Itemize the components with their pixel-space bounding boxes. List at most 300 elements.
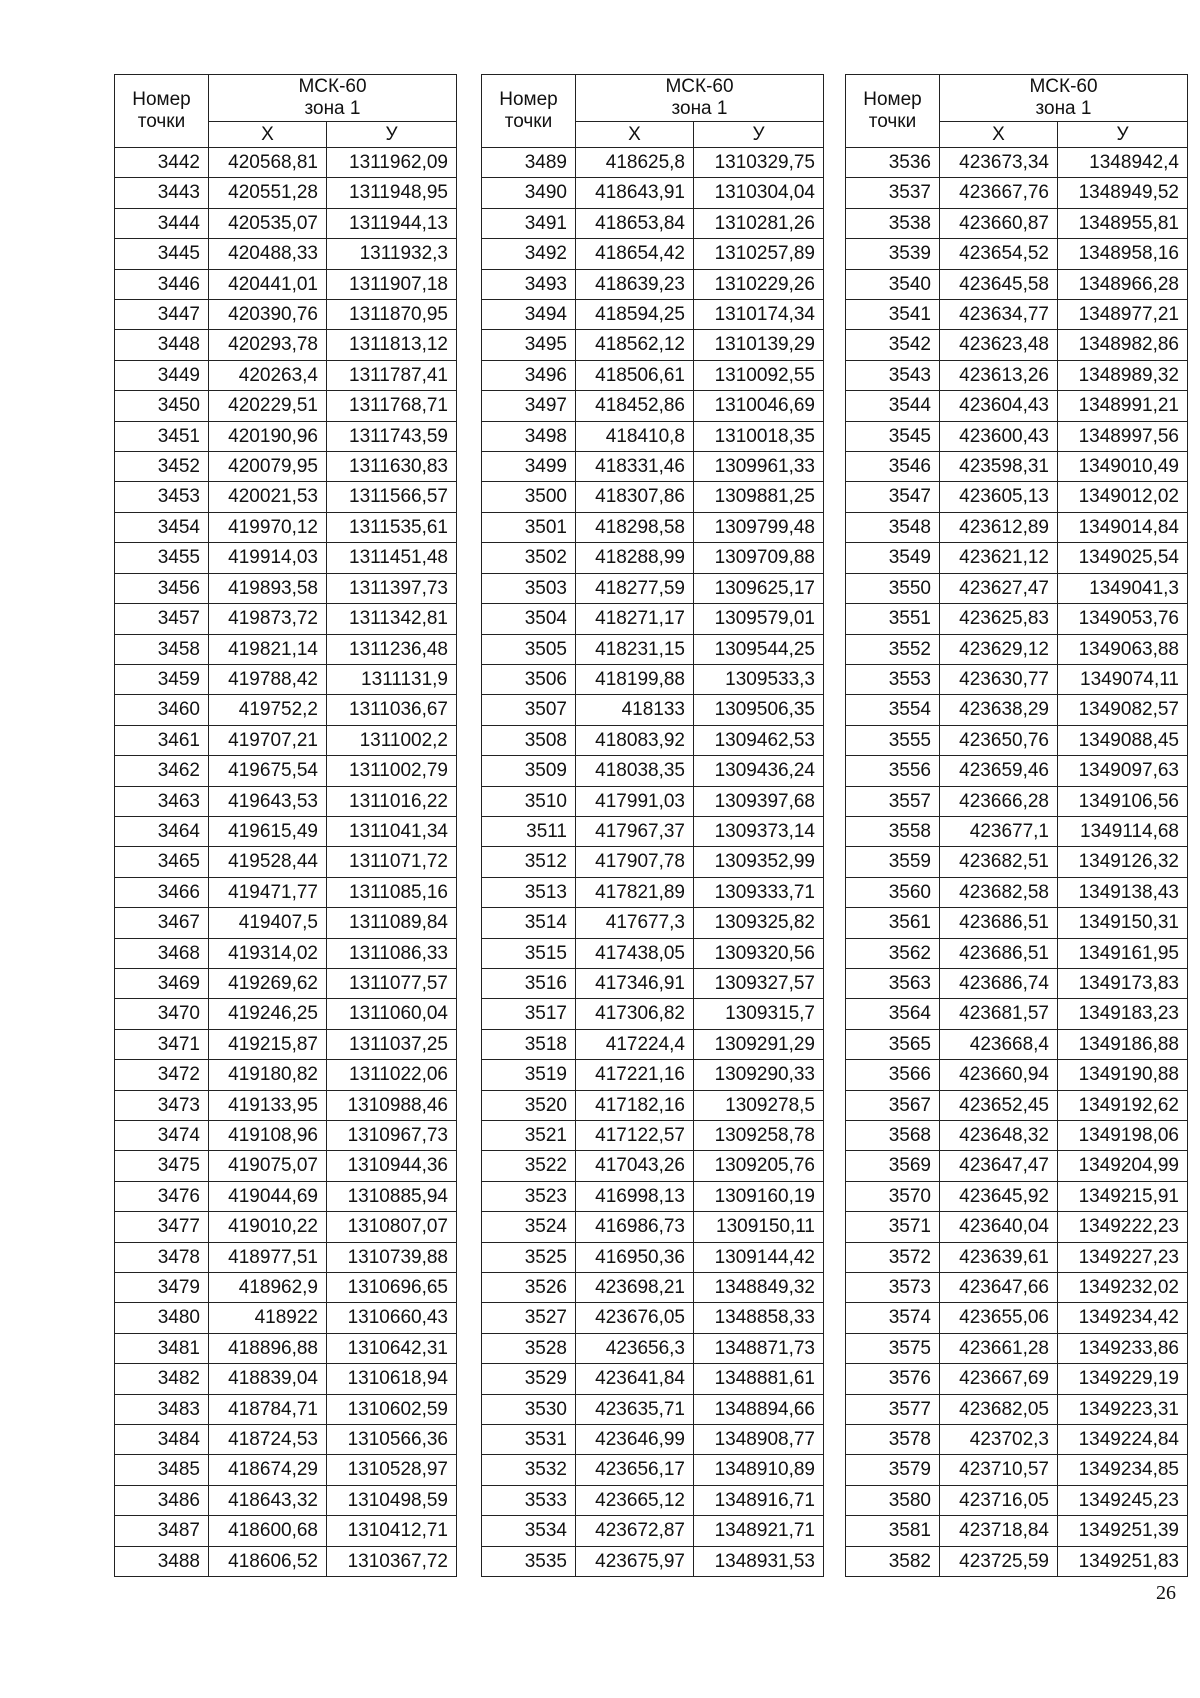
point-number-cell: 3540 (846, 269, 940, 299)
x-coordinate-cell: 423645,92 (940, 1181, 1058, 1211)
x-coordinate-cell: 423635,71 (576, 1394, 694, 1424)
x-column-header: Х (940, 122, 1058, 148)
point-number-cell: 3453 (115, 482, 209, 512)
point-number-cell: 3481 (115, 1333, 209, 1363)
table-row (115, 1151, 457, 1181)
x-coordinate-cell: 418594,25 (576, 300, 694, 330)
y-coordinate-cell: 1309352,99 (694, 847, 824, 877)
point-number-cell: 3565 (846, 1029, 940, 1059)
y-coordinate-cell: 1348908,77 (694, 1425, 824, 1455)
y-coordinate-cell: 1349251,83 (1058, 1546, 1188, 1576)
table-row (115, 938, 457, 968)
x-coordinate-cell: 419970,12 (209, 512, 327, 542)
table-row (846, 330, 1188, 360)
x-coordinate-cell: 417677,3 (576, 908, 694, 938)
y-coordinate-cell: 1311002,79 (327, 756, 457, 786)
point-number-cell: 3554 (846, 695, 940, 725)
x-coordinate-cell: 419788,42 (209, 664, 327, 694)
page-number: 26 (1156, 1582, 1176, 1604)
table-row (115, 725, 457, 755)
x-coordinate-cell: 423698,21 (576, 1273, 694, 1303)
table-row (115, 148, 457, 178)
x-coordinate-cell: 423654,52 (940, 239, 1058, 269)
y-coordinate-cell: 1309799,48 (694, 512, 824, 542)
x-column-header: Х (209, 122, 327, 148)
point-number-cell: 3450 (115, 391, 209, 421)
coordinate-system-header: МСК-60 зона 1 (209, 75, 457, 122)
table-row (846, 1546, 1188, 1576)
x-coordinate-cell: 419407,5 (209, 908, 327, 938)
y-coordinate-cell: 1310660,43 (327, 1303, 457, 1333)
point-number-cell: 3543 (846, 360, 940, 390)
y-coordinate-cell: 1349014,84 (1058, 512, 1188, 542)
x-coordinate-cell: 423634,77 (940, 300, 1058, 330)
x-coordinate-cell: 418083,92 (576, 725, 694, 755)
y-coordinate-cell: 1349106,56 (1058, 786, 1188, 816)
y-coordinate-cell: 1349082,57 (1058, 695, 1188, 725)
point-number-cell: 3525 (482, 1242, 576, 1272)
x-coordinate-cell: 423655,06 (940, 1303, 1058, 1333)
x-coordinate-cell: 423648,32 (940, 1121, 1058, 1151)
point-number-cell: 3542 (846, 330, 940, 360)
table-row (846, 482, 1188, 512)
x-coordinate-cell: 419675,54 (209, 756, 327, 786)
x-coordinate-cell: 423623,48 (940, 330, 1058, 360)
table-row (846, 148, 1188, 178)
x-coordinate-cell: 420263,4 (209, 360, 327, 390)
x-coordinate-cell: 419873,72 (209, 604, 327, 634)
x-coordinate-cell: 423598,31 (940, 452, 1058, 482)
x-coordinate-cell: 417182,16 (576, 1090, 694, 1120)
table-row (846, 1273, 1188, 1303)
point-number-cell: 3579 (846, 1455, 940, 1485)
point-number-cell: 3486 (115, 1485, 209, 1515)
point-number-cell: 3507 (482, 695, 576, 725)
table-row (115, 1060, 457, 1090)
table-row (846, 1090, 1188, 1120)
y-coordinate-cell: 1349012,02 (1058, 482, 1188, 512)
table-row (846, 269, 1188, 299)
table-row (115, 360, 457, 390)
point-number-cell: 3551 (846, 604, 940, 634)
point-number-cell: 3568 (846, 1121, 940, 1151)
y-coordinate-cell: 1349224,84 (1058, 1425, 1188, 1455)
y-coordinate-cell: 1309506,35 (694, 695, 824, 725)
table-row (115, 208, 457, 238)
table-row (482, 269, 824, 299)
point-number-cell: 3508 (482, 725, 576, 755)
y-coordinate-cell: 1309397,68 (694, 786, 824, 816)
table-row (482, 968, 824, 998)
x-coordinate-cell: 418724,53 (209, 1425, 327, 1455)
table-row (115, 816, 457, 846)
table-row (846, 695, 1188, 725)
table-row (482, 300, 824, 330)
y-coordinate-cell: 1310139,29 (694, 330, 824, 360)
y-coordinate-cell: 1349088,45 (1058, 725, 1188, 755)
point-number-cell: 3452 (115, 452, 209, 482)
y-coordinate-cell: 1311787,41 (327, 360, 457, 390)
y-coordinate-cell: 1348949,52 (1058, 178, 1188, 208)
x-coordinate-cell: 423725,59 (940, 1546, 1058, 1576)
point-number-cell: 3531 (482, 1425, 576, 1455)
point-number-cell: 3538 (846, 208, 940, 238)
x-coordinate-cell: 420293,78 (209, 330, 327, 360)
point-number-cell: 3559 (846, 847, 940, 877)
point-number-cell: 3539 (846, 239, 940, 269)
point-number-cell: 3512 (482, 847, 576, 877)
table-row (846, 1181, 1188, 1211)
x-coordinate-cell: 417438,05 (576, 938, 694, 968)
point-number-cell: 3530 (482, 1394, 576, 1424)
point-number-cell: 3448 (115, 330, 209, 360)
y-coordinate-cell: 1311089,84 (327, 908, 457, 938)
table-row (846, 208, 1188, 238)
y-coordinate-cell: 1310944,36 (327, 1151, 457, 1181)
y-coordinate-cell: 1309258,78 (694, 1121, 824, 1151)
coordinates-table-2 (481, 74, 824, 1577)
table-row (482, 421, 824, 451)
table-row (115, 573, 457, 603)
point-number-cell: 3491 (482, 208, 576, 238)
table-row (115, 482, 457, 512)
y-column-header: У (1058, 122, 1188, 148)
x-coordinate-cell: 419615,49 (209, 816, 327, 846)
table-row (115, 1364, 457, 1394)
point-number-cell: 3490 (482, 178, 576, 208)
coordinate-system-header: МСК-60 зона 1 (576, 75, 824, 122)
point-number-cell: 3485 (115, 1455, 209, 1485)
x-coordinate-cell: 423659,46 (940, 756, 1058, 786)
point-number-cell: 3573 (846, 1273, 940, 1303)
y-coordinate-cell: 1311962,09 (327, 148, 457, 178)
y-coordinate-cell: 1348991,21 (1058, 391, 1188, 421)
x-coordinate-cell: 423640,04 (940, 1212, 1058, 1242)
x-coordinate-cell: 418643,91 (576, 178, 694, 208)
y-coordinate-cell: 1348849,32 (694, 1273, 824, 1303)
point-number-cell: 3505 (482, 634, 576, 664)
table-row (115, 1303, 457, 1333)
x-coordinate-cell: 418922 (209, 1303, 327, 1333)
y-coordinate-cell: 1349227,23 (1058, 1242, 1188, 1272)
table-row (846, 999, 1188, 1029)
y-coordinate-cell: 1349198,06 (1058, 1121, 1188, 1151)
table-row (846, 1333, 1188, 1363)
y-coordinate-cell: 1311948,95 (327, 178, 457, 208)
table-row (482, 1364, 824, 1394)
point-number-cell: 3451 (115, 421, 209, 451)
table-row (846, 1029, 1188, 1059)
table-row (115, 604, 457, 634)
y-coordinate-cell: 1311870,95 (327, 300, 457, 330)
x-coordinate-cell: 423625,83 (940, 604, 1058, 634)
y-coordinate-cell: 1310257,89 (694, 239, 824, 269)
point-number-cell: 3527 (482, 1303, 576, 1333)
point-number-cell: 3442 (115, 148, 209, 178)
x-coordinate-cell: 423673,34 (940, 148, 1058, 178)
y-coordinate-cell: 1311813,12 (327, 330, 457, 360)
x-coordinate-cell: 423667,76 (940, 178, 1058, 208)
y-coordinate-cell: 1310807,07 (327, 1212, 457, 1242)
point-number-cell: 3501 (482, 512, 576, 542)
y-coordinate-cell: 1310046,69 (694, 391, 824, 421)
point-number-cell: 3545 (846, 421, 940, 451)
table-row (482, 938, 824, 968)
y-coordinate-cell: 1310229,26 (694, 269, 824, 299)
x-coordinate-cell: 423686,51 (940, 908, 1058, 938)
table-row (846, 1394, 1188, 1424)
table-row (115, 1029, 457, 1059)
point-number-cell: 3572 (846, 1242, 940, 1272)
point-number-cell: 3528 (482, 1333, 576, 1363)
point-number-cell: 3515 (482, 938, 576, 968)
y-coordinate-cell: 1311743,59 (327, 421, 457, 451)
y-coordinate-cell: 1349190,88 (1058, 1060, 1188, 1090)
point-number-cell: 3504 (482, 604, 576, 634)
point-number-cell: 3522 (482, 1151, 576, 1181)
y-coordinate-cell: 1348982,86 (1058, 330, 1188, 360)
x-coordinate-cell: 423638,29 (940, 695, 1058, 725)
table-row (846, 360, 1188, 390)
x-coordinate-cell: 417907,78 (576, 847, 694, 877)
point-number-cell: 3570 (846, 1181, 940, 1211)
table-row (482, 482, 824, 512)
x-coordinate-cell: 418653,84 (576, 208, 694, 238)
x-coordinate-cell: 418277,59 (576, 573, 694, 603)
table-row (115, 1394, 457, 1424)
point-number-cell: 3546 (846, 452, 940, 482)
y-coordinate-cell: 1309160,19 (694, 1181, 824, 1211)
y-coordinate-cell: 1311932,3 (327, 239, 457, 269)
table-row (482, 239, 824, 269)
table-row (115, 1121, 457, 1151)
table-row (846, 908, 1188, 938)
x-coordinate-cell: 418288,99 (576, 543, 694, 573)
point-number-cell: 3558 (846, 816, 940, 846)
table-row (482, 1090, 824, 1120)
y-coordinate-cell: 1348931,53 (694, 1546, 824, 1576)
table-row (115, 1242, 457, 1272)
y-coordinate-cell: 1309579,01 (694, 604, 824, 634)
table-row (115, 1212, 457, 1242)
x-coordinate-cell: 423718,84 (940, 1516, 1058, 1546)
x-coordinate-cell: 423600,43 (940, 421, 1058, 451)
y-coordinate-cell: 1309881,25 (694, 482, 824, 512)
x-column-header: Х (576, 122, 694, 148)
point-number-cell: 3465 (115, 847, 209, 877)
x-coordinate-cell: 423676,05 (576, 1303, 694, 1333)
x-coordinate-cell: 418410,8 (576, 421, 694, 451)
table-row (482, 1242, 824, 1272)
table-row (482, 816, 824, 846)
x-coordinate-cell: 418606,52 (209, 1546, 327, 1576)
y-coordinate-cell: 1348894,66 (694, 1394, 824, 1424)
x-coordinate-cell: 423627,47 (940, 573, 1058, 603)
x-coordinate-cell: 423661,28 (940, 1333, 1058, 1363)
table-row (482, 1546, 824, 1576)
point-number-cell: 3571 (846, 1212, 940, 1242)
point-number-cell: 3534 (482, 1516, 576, 1546)
x-coordinate-cell: 423630,77 (940, 664, 1058, 694)
table-row (846, 725, 1188, 755)
x-coordinate-cell: 423675,97 (576, 1546, 694, 1576)
table-row (482, 360, 824, 390)
y-coordinate-cell: 1349223,31 (1058, 1394, 1188, 1424)
table-body (846, 148, 1188, 1577)
x-coordinate-cell: 417306,82 (576, 999, 694, 1029)
table-row (482, 786, 824, 816)
table-row (846, 1455, 1188, 1485)
point-number-cell: 3449 (115, 360, 209, 390)
table-row (846, 1485, 1188, 1515)
table-row (115, 968, 457, 998)
y-coordinate-cell: 1311016,22 (327, 786, 457, 816)
x-coordinate-cell: 417346,91 (576, 968, 694, 998)
point-number-cell: 3544 (846, 391, 940, 421)
y-coordinate-cell: 1311630,83 (327, 452, 457, 482)
point-number-cell: 3526 (482, 1273, 576, 1303)
point-number-header: Номер точки (846, 75, 940, 148)
y-coordinate-cell: 1349150,31 (1058, 908, 1188, 938)
y-coordinate-cell: 1310174,34 (694, 300, 824, 330)
table-row (115, 543, 457, 573)
point-number-cell: 3535 (482, 1546, 576, 1576)
y-coordinate-cell: 1349232,02 (1058, 1273, 1188, 1303)
table-row (482, 604, 824, 634)
y-coordinate-cell: 1349126,32 (1058, 847, 1188, 877)
x-coordinate-cell: 418271,17 (576, 604, 694, 634)
table-row (482, 1425, 824, 1455)
point-number-cell: 3513 (482, 877, 576, 907)
table-row (846, 847, 1188, 877)
point-number-cell: 3468 (115, 938, 209, 968)
table-row (846, 1212, 1188, 1242)
x-coordinate-cell: 423604,43 (940, 391, 1058, 421)
point-number-cell: 3555 (846, 725, 940, 755)
table-row (846, 664, 1188, 694)
table-row (846, 421, 1188, 451)
x-coordinate-cell: 423629,12 (940, 634, 1058, 664)
y-coordinate-cell: 1348966,28 (1058, 269, 1188, 299)
point-number-cell: 3541 (846, 300, 940, 330)
table-row (846, 1516, 1188, 1546)
y-coordinate-cell: 1311037,25 (327, 1029, 457, 1059)
y-coordinate-cell: 1310642,31 (327, 1333, 457, 1363)
y-coordinate-cell: 1349222,23 (1058, 1212, 1188, 1242)
x-coordinate-cell: 423647,66 (940, 1273, 1058, 1303)
y-coordinate-cell: 1309327,57 (694, 968, 824, 998)
y-coordinate-cell: 1311131,9 (327, 664, 457, 694)
table-row (482, 908, 824, 938)
y-coordinate-cell: 1348921,71 (694, 1516, 824, 1546)
y-coordinate-cell: 1309291,29 (694, 1029, 824, 1059)
x-coordinate-cell: 418038,35 (576, 756, 694, 786)
table-row (846, 786, 1188, 816)
y-coordinate-cell: 1349074,11 (1058, 664, 1188, 694)
x-coordinate-cell: 423665,12 (576, 1485, 694, 1515)
point-number-cell: 3494 (482, 300, 576, 330)
x-coordinate-cell: 423668,4 (940, 1029, 1058, 1059)
point-number-cell: 3556 (846, 756, 940, 786)
table-row (115, 269, 457, 299)
point-number-cell: 3482 (115, 1364, 209, 1394)
point-number-cell: 3480 (115, 1303, 209, 1333)
point-number-cell: 3547 (846, 482, 940, 512)
point-number-cell: 3514 (482, 908, 576, 938)
x-coordinate-cell: 418307,86 (576, 482, 694, 512)
x-coordinate-cell: 423686,51 (940, 938, 1058, 968)
x-coordinate-cell: 420390,76 (209, 300, 327, 330)
y-coordinate-cell: 1349063,88 (1058, 634, 1188, 664)
x-coordinate-cell: 418674,29 (209, 1455, 327, 1485)
x-coordinate-cell: 420079,95 (209, 452, 327, 482)
point-number-cell: 3548 (846, 512, 940, 542)
table-row (115, 1181, 457, 1211)
table-row (846, 178, 1188, 208)
x-coordinate-cell: 423646,99 (576, 1425, 694, 1455)
table-row (846, 239, 1188, 269)
x-coordinate-cell: 423672,87 (576, 1516, 694, 1546)
y-coordinate-cell: 1311451,48 (327, 543, 457, 573)
y-coordinate-cell: 1348942,4 (1058, 148, 1188, 178)
table-row (482, 1181, 824, 1211)
x-coordinate-cell: 419314,02 (209, 938, 327, 968)
x-coordinate-cell: 419643,53 (209, 786, 327, 816)
point-number-cell: 3564 (846, 999, 940, 1029)
y-coordinate-cell: 1309315,7 (694, 999, 824, 1029)
x-coordinate-cell: 418331,46 (576, 452, 694, 482)
y-coordinate-cell: 1311071,72 (327, 847, 457, 877)
point-number-cell: 3443 (115, 178, 209, 208)
y-coordinate-cell: 1309533,3 (694, 664, 824, 694)
point-number-cell: 3506 (482, 664, 576, 694)
x-coordinate-cell: 417991,03 (576, 786, 694, 816)
y-coordinate-cell: 1349053,76 (1058, 604, 1188, 634)
table-row (482, 573, 824, 603)
y-coordinate-cell: 1348871,73 (694, 1333, 824, 1363)
point-number-cell: 3470 (115, 999, 209, 1029)
x-coordinate-cell: 418506,61 (576, 360, 694, 390)
point-number-header: Номер точки (115, 75, 209, 148)
point-number-cell: 3532 (482, 1455, 576, 1485)
x-coordinate-cell: 419133,95 (209, 1090, 327, 1120)
x-coordinate-cell: 418643,32 (209, 1485, 327, 1515)
table-row (482, 1303, 824, 1333)
point-number-cell: 3511 (482, 816, 576, 846)
x-coordinate-cell: 423686,74 (940, 968, 1058, 998)
y-coordinate-cell: 1311036,67 (327, 695, 457, 725)
table-row (115, 330, 457, 360)
point-number-cell: 3502 (482, 543, 576, 573)
table-row (115, 695, 457, 725)
x-coordinate-cell: 419269,62 (209, 968, 327, 998)
point-number-cell: 3472 (115, 1060, 209, 1090)
table-row (115, 300, 457, 330)
table-row (115, 847, 457, 877)
x-coordinate-cell: 423656,3 (576, 1333, 694, 1363)
y-coordinate-cell: 1349025,54 (1058, 543, 1188, 573)
table-row (846, 1151, 1188, 1181)
table-row (482, 1455, 824, 1485)
x-coordinate-cell: 423647,47 (940, 1151, 1058, 1181)
point-number-cell: 3523 (482, 1181, 576, 1211)
table-row (482, 695, 824, 725)
x-coordinate-cell: 418639,23 (576, 269, 694, 299)
table-row (482, 452, 824, 482)
table-row (482, 1060, 824, 1090)
point-number-cell: 3529 (482, 1364, 576, 1394)
y-coordinate-cell: 1311236,48 (327, 634, 457, 664)
